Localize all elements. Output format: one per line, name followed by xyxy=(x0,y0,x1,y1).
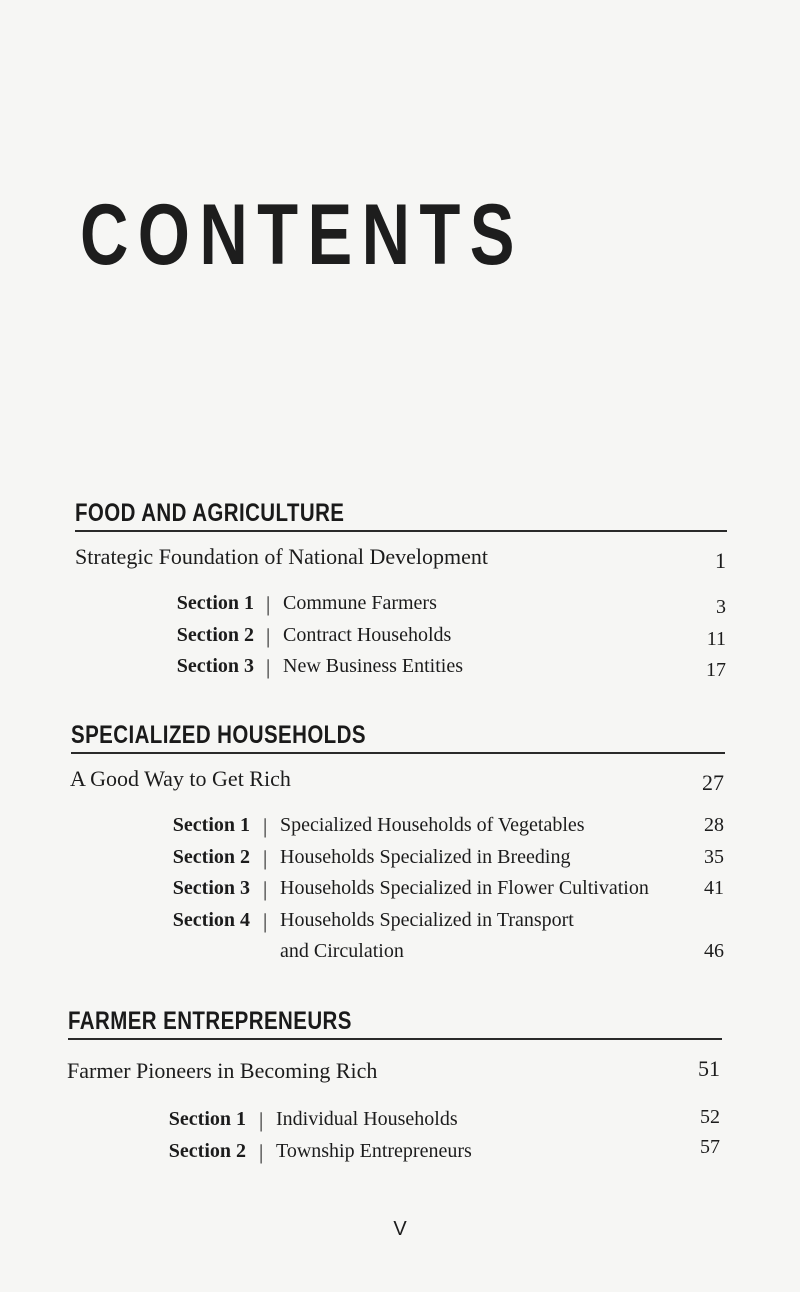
section-list xyxy=(0,814,800,972)
section-title: Households Specialized in Transport xyxy=(280,908,574,931)
chapter-page-number: 27 xyxy=(702,770,724,795)
part-food-and-agriculture xyxy=(0,500,800,687)
section-title: Households Specialized in Breeding xyxy=(280,845,571,868)
separator-bar: | xyxy=(263,908,268,933)
section-title: Contract Households xyxy=(283,623,452,646)
section-title: New Business Entities xyxy=(283,655,463,677)
section-label: Section 2 xyxy=(172,845,250,868)
chapter-title: Farmer Pioneers in Becoming Rich xyxy=(67,1058,378,1083)
part-rule xyxy=(71,752,725,754)
separator-bar: | xyxy=(266,655,271,679)
section-page-number: 52 xyxy=(700,1106,720,1128)
section-title-continued: and Circulation xyxy=(280,939,404,962)
page-folio: V xyxy=(393,1218,407,1240)
section-page-number: 35 xyxy=(704,845,724,868)
section-page-number: 17 xyxy=(706,659,726,681)
separator-bar: | xyxy=(263,877,268,901)
section-entry xyxy=(0,814,800,846)
section-title: Specialized Households of Vegetables xyxy=(280,814,585,836)
part-rule xyxy=(75,530,727,532)
chapter-entry xyxy=(0,760,800,798)
section-label: Section 1 xyxy=(176,592,254,614)
section-page-number: 46 xyxy=(704,939,724,962)
section-label: Section 1 xyxy=(168,1108,246,1130)
chapter-page-number: 1 xyxy=(715,548,726,573)
chapter-title: A Good Way to Get Rich xyxy=(70,766,291,791)
section-label: Section 1 xyxy=(172,814,250,836)
section-entry xyxy=(0,1135,800,1172)
section-title: Individual Households xyxy=(276,1108,458,1130)
section-label: Section 3 xyxy=(172,877,250,899)
separator-bar: | xyxy=(266,623,271,648)
section-label: Section 3 xyxy=(176,655,254,677)
section-title: Township Entrepreneurs xyxy=(276,1139,472,1162)
section-title: Households Specialized in Flower Cultivation xyxy=(280,877,649,899)
chapter-page-number: 51 xyxy=(698,1056,720,1081)
section-entry xyxy=(0,877,800,909)
section-entry xyxy=(0,655,800,687)
chapter-title: Strategic Foundation of National Development xyxy=(75,544,489,569)
part-rule xyxy=(68,1038,722,1040)
section-entry xyxy=(0,909,800,972)
separator-bar: | xyxy=(259,1139,264,1164)
separator-bar: | xyxy=(266,592,271,616)
part-title: FARMER ENTREPRENEURS xyxy=(68,1007,352,1035)
separator-bar: | xyxy=(259,1108,264,1132)
section-list xyxy=(0,1108,800,1171)
contents-title: CONTENTS xyxy=(80,187,524,283)
separator-bar: | xyxy=(263,814,268,838)
section-title: Commune Farmers xyxy=(283,592,437,614)
part-specialized-households xyxy=(0,722,800,972)
separator-bar: | xyxy=(263,845,268,870)
section-entry xyxy=(0,624,800,656)
section-entry xyxy=(0,592,800,624)
section-page-number: 11 xyxy=(706,627,726,650)
section-page-number: 28 xyxy=(704,814,724,836)
section-page-number: 57 xyxy=(700,1135,720,1158)
section-page-number: 3 xyxy=(716,596,726,618)
section-list xyxy=(0,592,800,687)
chapter-entry xyxy=(0,1046,800,1084)
part-title: FOOD AND AGRICULTURE xyxy=(75,499,345,527)
section-label: Section 2 xyxy=(168,1139,246,1162)
section-label: Section 2 xyxy=(176,623,254,646)
section-page-number: 41 xyxy=(704,877,724,899)
part-farmer-entrepreneurs xyxy=(0,1008,800,1171)
chapter-entry xyxy=(0,538,800,576)
part-title: SPECIALIZED HOUSEHOLDS xyxy=(71,721,366,749)
section-label: Section 4 xyxy=(172,908,250,931)
section-entry xyxy=(0,846,800,878)
